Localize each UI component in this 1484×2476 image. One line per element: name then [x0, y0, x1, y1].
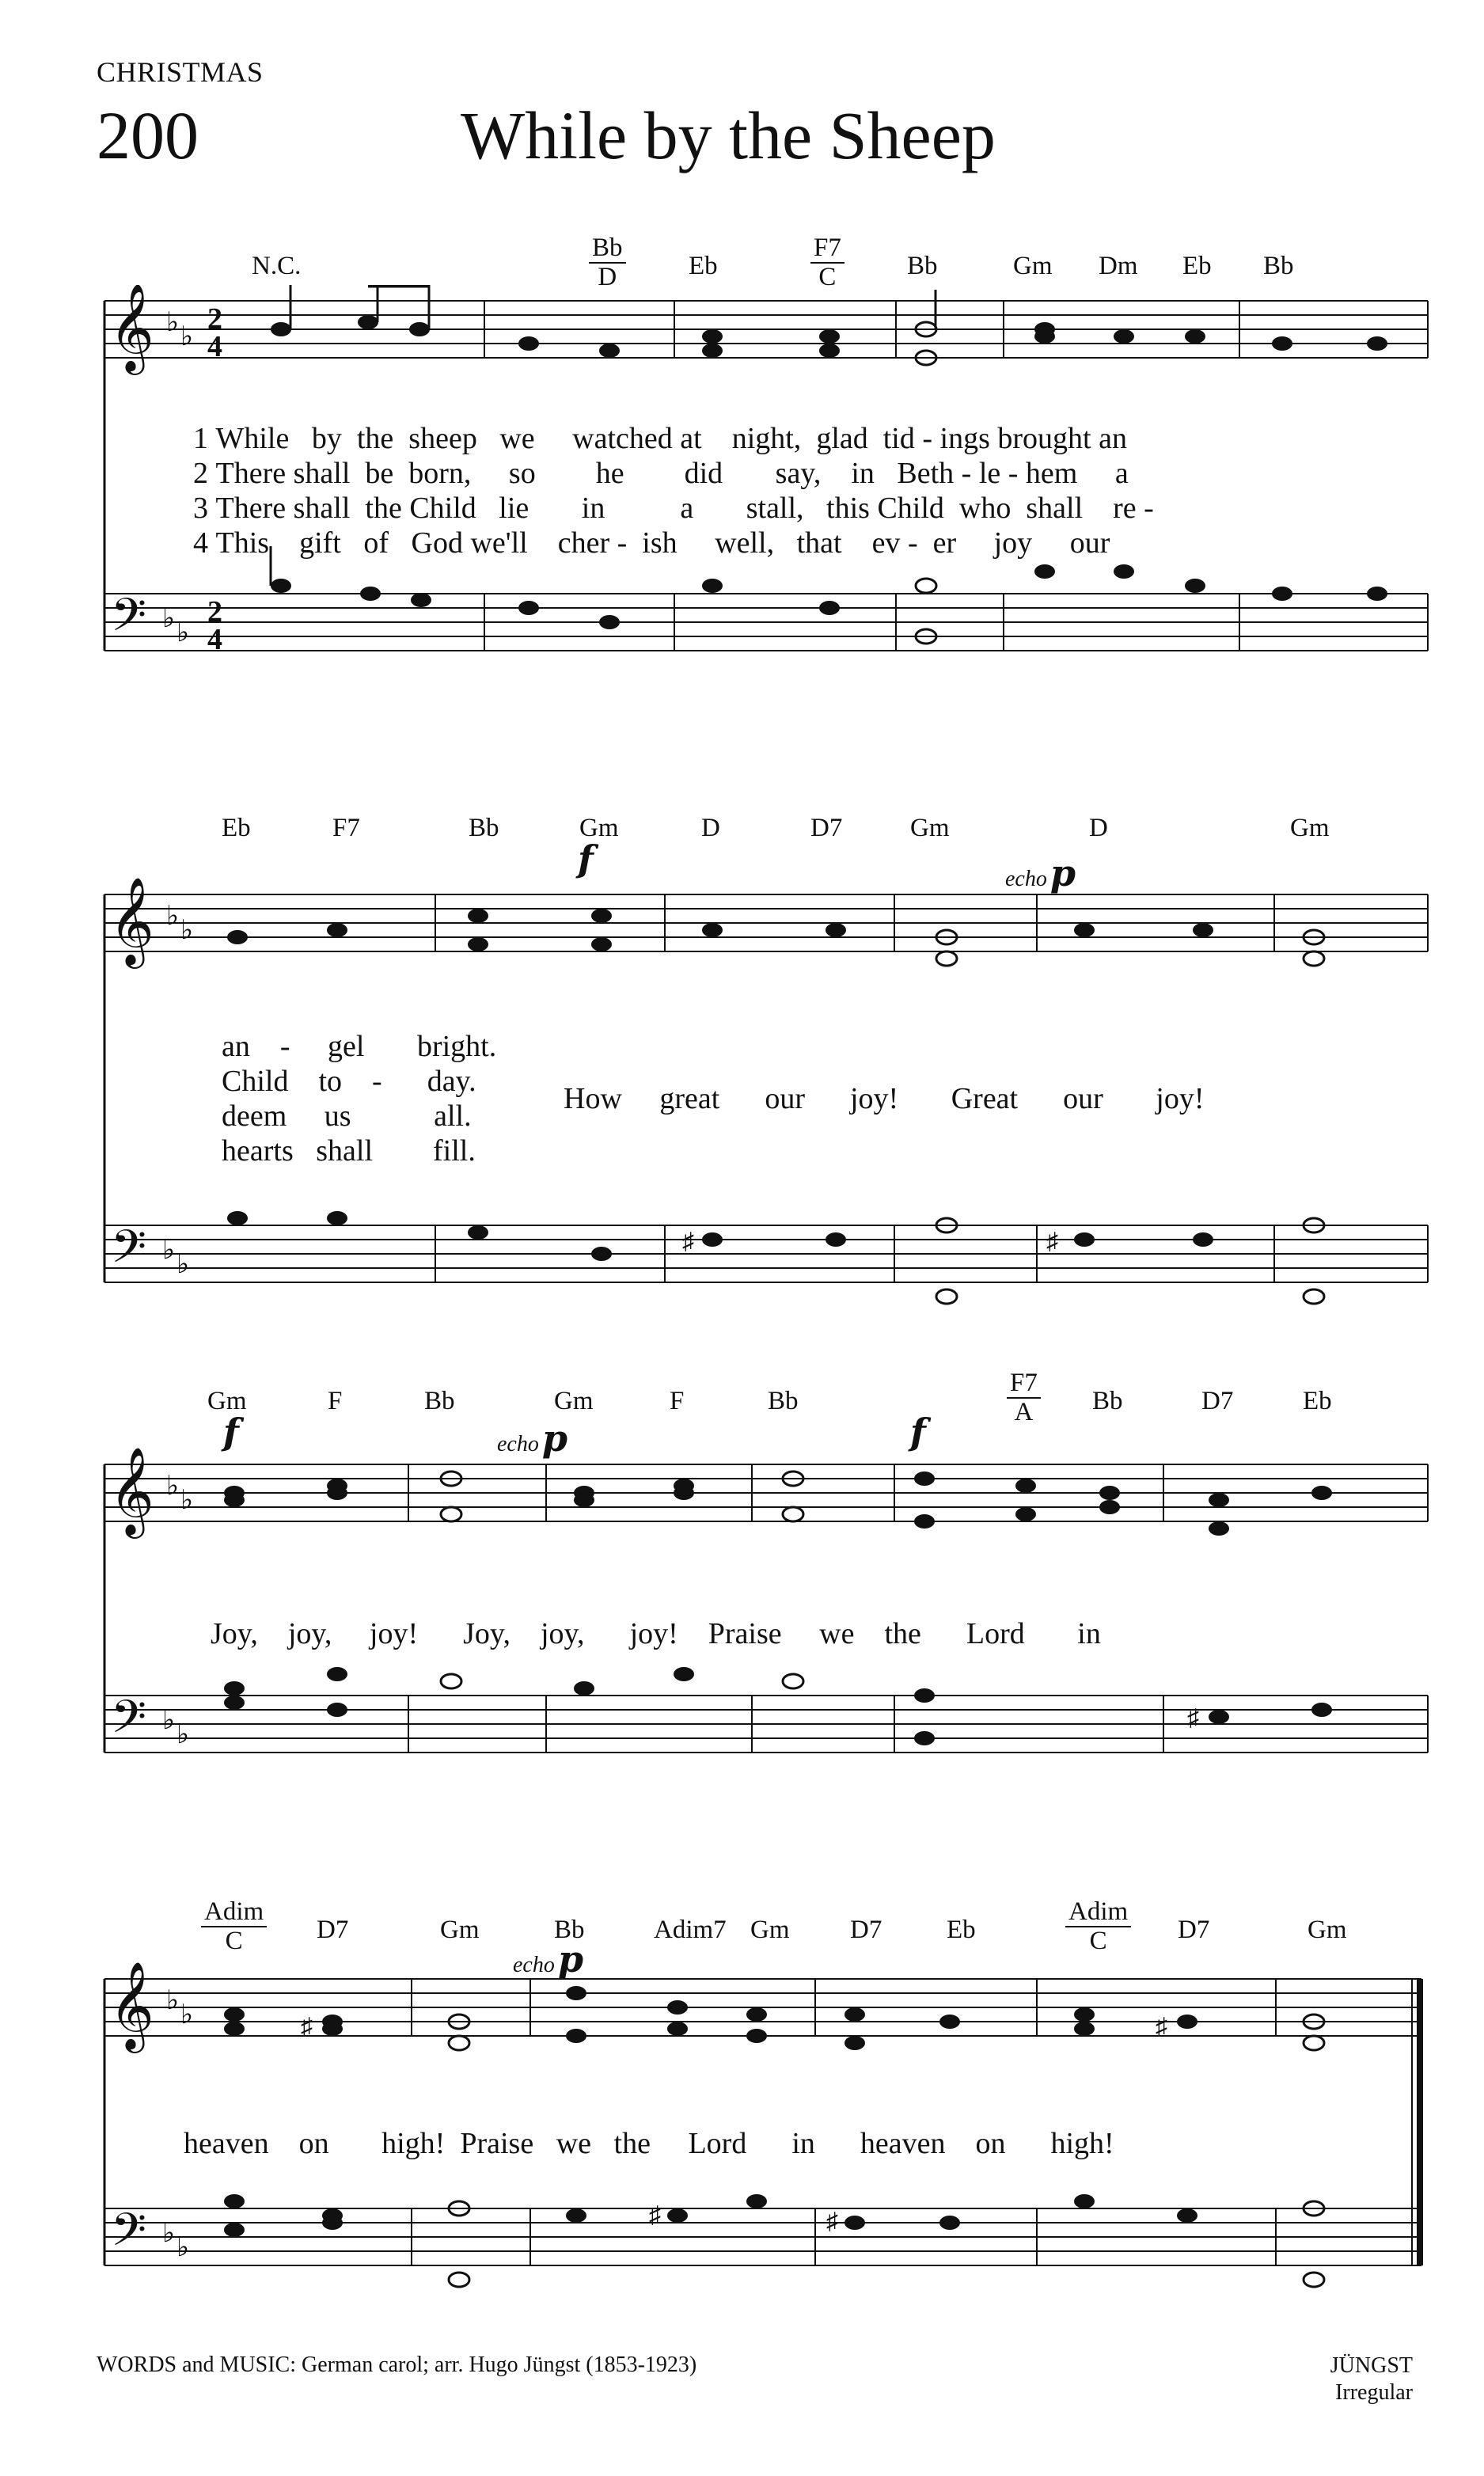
chord-symbol: Gm — [554, 1387, 594, 1415]
svg-text:♭: ♭ — [166, 1472, 180, 1501]
svg-text:♭: ♭ — [176, 2233, 190, 2262]
svg-text:♭: ♭ — [162, 1706, 176, 1735]
lyric-line-verse-2: 2 There shall be born, so he did say, in Beth - le - hem a — [193, 457, 1129, 490]
chord-symbol: F — [328, 1387, 343, 1415]
svg-text:4: 4 — [207, 330, 222, 363]
svg-text:♭: ♭ — [166, 1986, 180, 2015]
chord-symbol: Eb — [947, 1916, 976, 1944]
chord-symbol: F — [670, 1387, 685, 1415]
lyric-line-refrain: Joy, joy, joy! Joy, joy, joy! Praise we the Lord in — [211, 1617, 1101, 1650]
chord-symbol: Bb — [1092, 1387, 1123, 1415]
chord-symbol: F7 — [332, 814, 360, 842]
chord-symbol: Gm — [910, 814, 950, 842]
chord-symbol: D — [1089, 814, 1108, 842]
chord-symbol: Eb — [222, 814, 251, 842]
chord-symbol: Gm — [579, 814, 619, 842]
chord-symbol: D7 — [317, 1916, 349, 1944]
chord-symbol: Dm — [1099, 252, 1138, 280]
chord-symbol: Gm — [207, 1387, 247, 1415]
lyric-line-verse-4: hearts shall fill. — [222, 1134, 476, 1168]
chord-symbol-slash: $\frac{Bb}{D}$ — [589, 234, 626, 292]
hymn-category: CHRISTMAS — [97, 56, 264, 88]
lyric-line-verse-4: 4 This gift of God we'll cher - ish well, that ev - er joy our — [193, 526, 1110, 560]
chord-symbol: Gm — [750, 1916, 790, 1944]
svg-text:♭: ♭ — [176, 1250, 190, 1279]
chord-symbol: Gm — [440, 1916, 480, 1944]
meter: Irregular — [1335, 2379, 1413, 2405]
svg-text:♯: ♯ — [826, 2208, 838, 2235]
svg-text:𝄢: 𝄢 — [111, 2203, 147, 2268]
svg-text:♭: ♭ — [166, 308, 180, 337]
svg-text:♭: ♭ — [180, 1486, 194, 1515]
svg-text:♭: ♭ — [162, 604, 176, 633]
chord-symbol: D7 — [1201, 1387, 1234, 1415]
chord-symbol: D7 — [810, 814, 843, 842]
chord-symbol: Adim7 — [654, 1916, 727, 1944]
chord-symbol: N.C. — [252, 252, 302, 280]
chord-symbol-slash: Adim C — [201, 1898, 267, 1956]
lyric-line-verse-1: an - gel bright. — [222, 1030, 497, 1063]
svg-text:♭: ♭ — [176, 618, 190, 647]
chord-symbol: Eb — [689, 252, 718, 280]
svg-text:♭: ♭ — [162, 2219, 176, 2248]
echo-piano-marking: echo p — [1005, 852, 1076, 894]
echo-piano-marking: echo p — [497, 1417, 568, 1460]
svg-text:♯: ♯ — [1156, 2014, 1167, 2040]
svg-text:♯: ♯ — [1046, 1229, 1058, 1255]
lyric-line-verse-2: Child to - day. — [222, 1065, 476, 1098]
chord-symbol: D7 — [1178, 1916, 1210, 1944]
chord-symbol: Bb — [424, 1387, 455, 1415]
lyric-line-refrain: How great our joy! Great our joy! — [564, 1082, 1205, 1115]
lyric-line-refrain: heaven on high! Praise we the Lord in heaven on high! — [184, 2127, 1114, 2160]
lyric-line-verse-1: 1 While by the sheep we watched at night, glad tid - ings brought an — [193, 422, 1127, 455]
chord-symbol: Bb — [907, 252, 938, 280]
forte-dynamic: f — [578, 837, 594, 880]
chord-symbol: Gm — [1308, 1916, 1347, 1944]
chord-symbol: Bb — [469, 814, 499, 842]
chord-symbol: D7 — [850, 1916, 882, 1944]
chord-symbol: Gm — [1013, 252, 1053, 280]
svg-text:♭: ♭ — [180, 322, 194, 351]
echo-piano-marking: echo p — [513, 1938, 584, 1980]
svg-text:𝄢: 𝄢 — [111, 588, 147, 653]
svg-text:♯: ♯ — [1187, 1705, 1199, 1731]
svg-text:♯: ♯ — [301, 2014, 313, 2040]
svg-text:𝄢: 𝄢 — [111, 1690, 147, 1755]
hymn-number: 200 — [97, 97, 199, 173]
chord-symbol: Eb — [1303, 1387, 1332, 1415]
svg-text:♭: ♭ — [180, 2000, 194, 2030]
svg-text:♭: ♭ — [162, 1236, 176, 1265]
chord-symbol: D — [701, 814, 720, 842]
svg-text:♭: ♭ — [180, 916, 194, 945]
svg-text:♯: ♯ — [649, 2202, 661, 2228]
tune-name: JÜNGST — [1330, 2353, 1413, 2378]
svg-text:2: 2 — [207, 595, 222, 628]
svg-text:𝄞: 𝄞 — [109, 285, 154, 371]
svg-text:𝄢: 𝄢 — [111, 1220, 147, 1285]
chord-symbol: Gm — [1290, 814, 1330, 842]
chord-symbol-slash: $\frac{F7}{A}$ — [1007, 1369, 1041, 1427]
svg-text:𝄞: 𝄞 — [109, 1961, 154, 2049]
svg-text:♭: ♭ — [176, 1720, 190, 1749]
lyric-line-verse-3: 3 There shall the Child lie in a stall, this Child who shall re - — [193, 492, 1154, 525]
forte-dynamic: f — [223, 1411, 239, 1453]
svg-text:𝄞: 𝄞 — [109, 876, 154, 965]
hymn-title: While by the Sheep — [461, 97, 996, 173]
svg-text:4: 4 — [207, 623, 222, 656]
svg-text:♭: ♭ — [166, 902, 180, 931]
svg-text:♯: ♯ — [682, 1229, 694, 1255]
music-staff-system-3 — [0, 1441, 1484, 1773]
words-music-credit: WORDS and MUSIC: German carol; arr. Hugo Jüngst (1853-1923) — [97, 2353, 697, 2377]
chord-symbol: Bb — [554, 1916, 585, 1944]
tune-info — [1330, 2353, 1413, 2406]
svg-text:2: 2 — [207, 302, 222, 336]
lyric-line-verse-3: deem us all. — [222, 1099, 472, 1133]
chord-symbol: Bb — [768, 1387, 799, 1415]
forte-dynamic: f — [910, 1411, 926, 1453]
chord-symbol-slash: $\frac{F7}{C}$ — [810, 234, 844, 292]
chord-symbol: Eb — [1182, 252, 1212, 280]
svg-text:𝄞: 𝄞 — [109, 1446, 154, 1535]
chord-symbol: Bb — [1263, 252, 1294, 280]
chord-symbol-slash: Adim C — [1065, 1898, 1131, 1956]
